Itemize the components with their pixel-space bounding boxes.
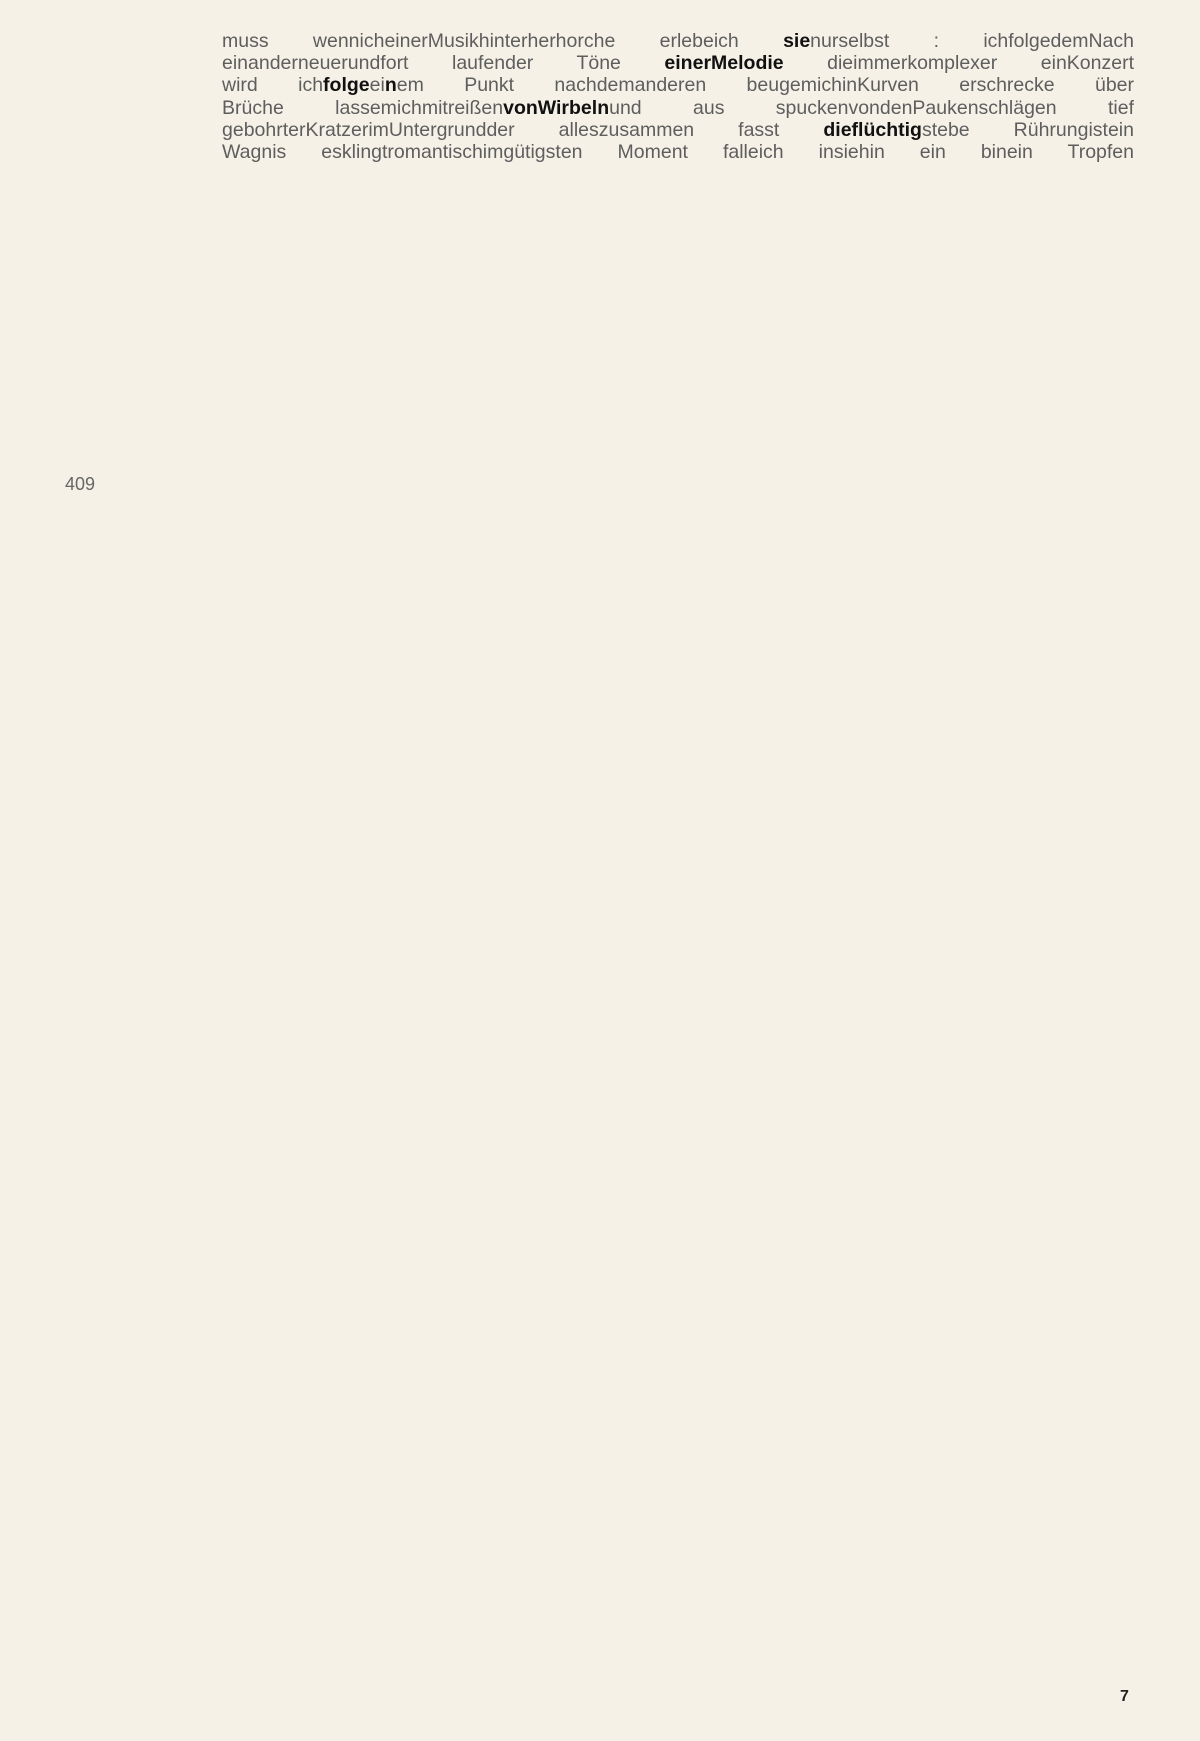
bold-word: einerMelodie	[664, 52, 784, 75]
bold-word: sie	[783, 30, 811, 52]
text-segment: Brüche lassemichmitreißen	[222, 96, 504, 119]
poem-text-block	[222, 30, 1134, 163]
text-segment: Wagnis esklingtromantischimgütigsten Moment falleich insiehin ein binein Tropfen	[222, 140, 1134, 163]
text-segment: em Punkt nachdemanderen beugemichinKurven erschrecke über	[396, 74, 1134, 97]
text-line	[222, 119, 1134, 141]
text-segment: und aus spuckenvondenPaukenschlägen tief	[609, 96, 1134, 119]
text-line	[222, 30, 1134, 52]
text-segment: stebe Rührungistein	[921, 118, 1134, 141]
text-line	[222, 52, 1134, 74]
text-segment: ei	[369, 74, 385, 97]
text-segment: einanderneuerundfort laufender Töne	[222, 52, 665, 75]
text-line	[222, 97, 1134, 119]
text-segment: nurselbst : ichfolgedemNach	[810, 30, 1134, 52]
text-segment: muss wennicheinerMusikhinterherhorche erlebeich	[222, 30, 784, 52]
bold-word: folge	[323, 74, 370, 97]
bold-word: n	[384, 74, 397, 97]
bold-word: dieflüchtig	[823, 118, 922, 141]
page-number: 7	[1120, 1688, 1129, 1705]
text-segment: wird ich	[222, 74, 324, 97]
text-segment: gebohrterKratzerimUntergrundder alleszusammen fasst	[222, 118, 824, 141]
text-segment: dieimmerkomplexer einKonzert	[783, 52, 1134, 75]
text-line	[222, 74, 1134, 96]
margin-line-number: 409	[65, 474, 96, 494]
bold-word: vonWirbeln	[503, 96, 610, 119]
text-line	[222, 141, 1134, 163]
